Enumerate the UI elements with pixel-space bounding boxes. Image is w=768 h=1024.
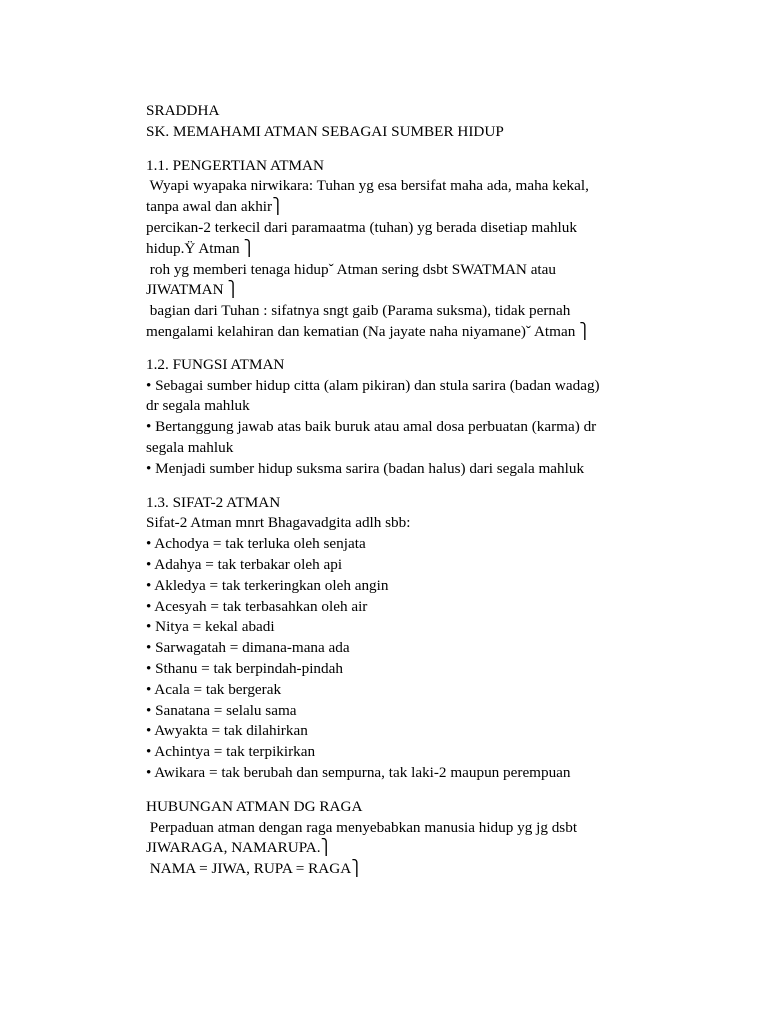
text-line: tanpa awal dan akhir⎫ xyxy=(146,198,284,216)
list-item: • Akledya = tak terkeringkan oleh angin xyxy=(146,576,389,594)
list-item: • Adahya = tak terbakar oleh api xyxy=(146,555,343,573)
text-line: hidup.Ÿ Atman ⎫ xyxy=(146,239,255,257)
list-item: dr segala mahluk xyxy=(146,397,250,415)
text-line: Perpaduan atman dengan raga menyebabkan manusia hidup yg jg dsbt xyxy=(146,818,578,836)
list-item: • Sthanu = tak berpindah-pindah xyxy=(146,659,343,677)
list-item: • Awyakta = tak dilahirkan xyxy=(146,722,308,740)
list-item: • Acesyah = tak terbasahkan oleh air xyxy=(146,597,368,615)
list-item: • Achodya = tak terluka oleh senjata xyxy=(146,535,366,553)
document-subtitle: SK. MEMAHAMI ATMAN SEBAGAI SUMBER HIDUP xyxy=(146,122,504,140)
list-item: • Nitya = kekal abadi xyxy=(146,618,275,636)
section-heading-fungsi: 1.2. FUNGSI ATMAN xyxy=(146,355,285,373)
text-line: bagian dari Tuhan : sifatnya sngt gaib (Parama suksma), tidak pernah xyxy=(146,302,571,320)
text-line: JIWATMAN ⎫ xyxy=(146,281,239,299)
list-item: • Achintya = tak terpikirkan xyxy=(146,743,316,761)
text-line: Sifat-2 Atman mnrt Bhagavadgita adlh sbb: xyxy=(146,514,411,532)
list-item: • Bertanggung jawab atas baik buruk atau amal dosa perbuatan (karma) dr xyxy=(146,418,597,436)
text-line: Wyapi wyapaka nirwikara: Tuhan yg esa bersifat maha ada, maha kekal, xyxy=(146,177,589,195)
section-heading-pengertian: 1.1. PENGERTIAN ATMAN xyxy=(146,156,324,174)
text-line: NAMA = JIWA, RUPA = RAGA⎫ xyxy=(146,860,363,878)
list-item: • Sebagai sumber hidup citta (alam pikiran) dan stula sarira (badan wadag) xyxy=(146,376,600,394)
text-line: JIWARAGA, NAMARUPA.⎫ xyxy=(146,839,332,857)
section-heading-hubungan: HUBUNGAN ATMAN DG RAGA xyxy=(146,797,363,815)
text-line: percikan-2 terkecil dari paramaatma (tuhan) yg berada disetiap mahluk xyxy=(146,218,577,236)
list-item: • Sarwagatah = dimana-mana ada xyxy=(146,639,350,657)
document-title: SRADDHA xyxy=(146,102,220,119)
list-item: • Sanatana = selalu sama xyxy=(146,701,297,719)
document-page xyxy=(146,101,706,880)
text-line: mengalami kelahiran dan kematian (Na jayate naha niyamane)ˇ Atman ⎫ xyxy=(146,322,591,340)
text-line: roh yg memberi tenaga hidupˇ Atman sering dsbt SWATMAN atau xyxy=(146,260,556,278)
list-item: • Menjadi sumber hidup suksma sarira (badan halus) dari segala mahluk xyxy=(146,459,585,477)
section-heading-sifat: 1.3. SIFAT-2 ATMAN xyxy=(146,493,281,511)
list-item: segala mahluk xyxy=(146,438,234,456)
list-item: • Acala = tak bergerak xyxy=(146,680,282,698)
list-item: • Awikara = tak berubah dan sempurna, tak laki-2 maupun perempuan xyxy=(146,763,571,781)
